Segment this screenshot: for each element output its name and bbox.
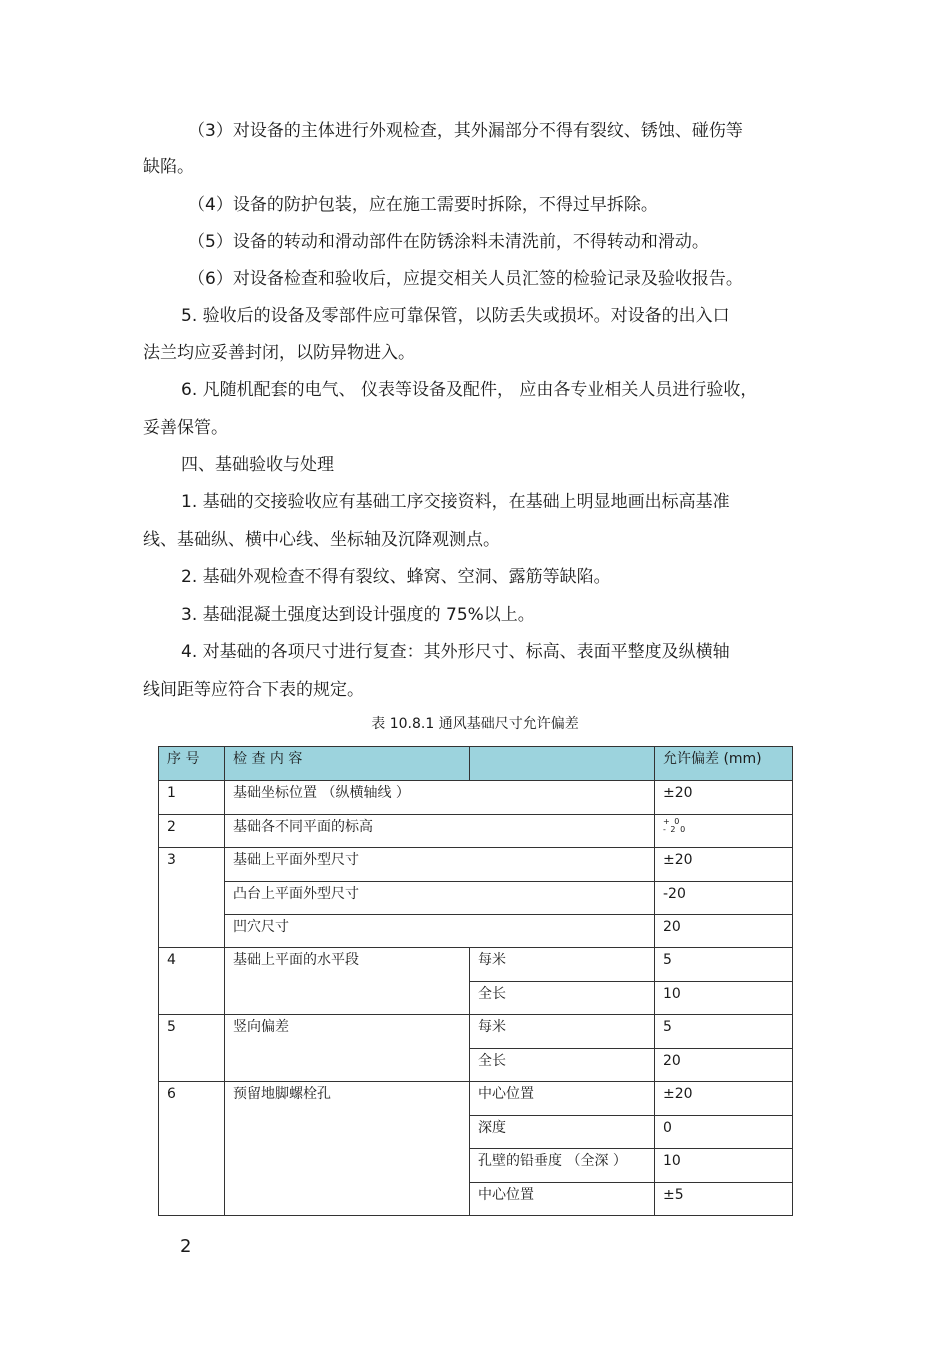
item-5-line-1: 5. 验收后的设备及零部件应可靠保管，以防丢失或损坏。对设备的出入口 [181, 306, 730, 326]
page-number: 2 [180, 1236, 192, 1257]
row-value: ±20 [655, 848, 793, 882]
paragraph-4: （4）设备的防护包装，应在施工需要时拆除，不得过早拆除。 [188, 195, 658, 215]
row-value-cell [655, 815, 793, 848]
table-row [159, 781, 793, 815]
row-sub: 中心位置 [470, 1183, 655, 1216]
header-tolerance: 允许偏差 (mm) [655, 747, 793, 781]
item-6-line-1: 6. 凡随机配套的电气、 仪表等设备及配件， 应由各专业相关人员进行验收， [181, 380, 758, 400]
row-no: 4 [159, 948, 225, 1015]
row-item: 基础各不同平面的标高 [225, 815, 655, 848]
row-sub: 全长 [470, 1049, 655, 1082]
row-no: 1 [159, 781, 225, 815]
row-value: 0 [655, 1116, 793, 1149]
section-heading-4: 四、基础验收与处理 [181, 455, 334, 475]
row-sub: 中心位置 [470, 1082, 655, 1116]
row-sub: 每米 [470, 948, 655, 982]
table-row [159, 1082, 793, 1116]
table-row [159, 1015, 793, 1049]
row-no: 5 [159, 1015, 225, 1082]
tolerance-table [158, 746, 793, 1216]
row-item: 凹穴尺寸 [225, 915, 655, 948]
row-sub: 孔壁的铅垂度 （全深 ） [470, 1149, 655, 1183]
foundation-item-4-line-2: 线间距等应符合下表的规定。 [143, 680, 364, 700]
row-value: 20 [655, 1049, 793, 1082]
table-row [159, 882, 793, 915]
row-item: 基础上平面外型尺寸 [225, 848, 655, 882]
foundation-item-3: 3. 基础混凝土强度达到设计强度的 75%以上。 [181, 605, 535, 625]
row-sub: 全长 [470, 982, 655, 1015]
item-5-line-2: 法兰均应妥善封闭，以防异物进入。 [143, 343, 415, 363]
header-content: 检 查 内 容 [225, 747, 470, 781]
foundation-item-1-line-1: 1. 基础的交接验收应有基础工序交接资料，在基础上明显地画出标高基准 [181, 492, 730, 512]
table-row [159, 915, 793, 948]
row-value: ±5 [655, 1183, 793, 1216]
row-item: 预留地脚螺栓孔 [225, 1082, 470, 1216]
row-no: 2 [159, 815, 225, 848]
tolerance-plus-minus-value: + 0 - 2 0 [663, 817, 687, 834]
table-row [159, 948, 793, 982]
foundation-item-1-line-2: 线、基础纵、横中心线、坐标轴及沉降观测点。 [143, 530, 500, 550]
row-value: 10 [655, 1149, 793, 1183]
row-no: 6 [159, 1082, 225, 1216]
foundation-item-2: 2. 基础外观检查不得有裂纹、蜂窝、空洞、露筋等缺陷。 [181, 567, 611, 587]
paragraph-3-line-1: （3）对设备的主体进行外观检查，其外漏部分不得有裂纹、锈蚀、碰伤等 [188, 121, 743, 141]
row-value: ±20 [655, 1082, 793, 1116]
paragraph-5: （5）设备的转动和滑动部件在防锈涂料未清洗前，不得转动和滑动。 [188, 232, 709, 252]
row-item: 基础上平面的水平段 [225, 948, 470, 1015]
header-no: 序 号 [159, 747, 225, 781]
paragraph-6: （6）对设备检查和验收后，应提交相关人员汇签的检验记录及验收报告。 [188, 269, 743, 289]
row-value: 10 [655, 982, 793, 1015]
foundation-item-4-line-1: 4. 对基础的各项尺寸进行复查：其外形尺寸、标高、表面平整度及纵横轴 [181, 642, 730, 662]
row-value: 20 [655, 915, 793, 948]
row-item: 竖向偏差 [225, 1015, 470, 1082]
row-value: ±20 [655, 781, 793, 815]
table-row [159, 815, 793, 848]
table-row [159, 848, 793, 882]
row-value: -20 [655, 882, 793, 915]
table-header-row [159, 747, 793, 781]
row-item: 凸台上平面外型尺寸 [225, 882, 655, 915]
row-item: 基础坐标位置 （纵横轴线 ） [225, 781, 655, 815]
row-value: 5 [655, 1015, 793, 1049]
row-value: 5 [655, 948, 793, 982]
row-sub: 深度 [470, 1116, 655, 1149]
row-sub: 每米 [470, 1015, 655, 1049]
paragraph-3-line-2: 缺陷。 [143, 157, 194, 177]
item-6-line-2: 妥善保管。 [143, 418, 228, 438]
table-caption: 表 10.8.1 通风基础尺寸允许偏差 [371, 716, 579, 732]
header-empty [470, 747, 655, 781]
row-no: 3 [159, 848, 225, 948]
